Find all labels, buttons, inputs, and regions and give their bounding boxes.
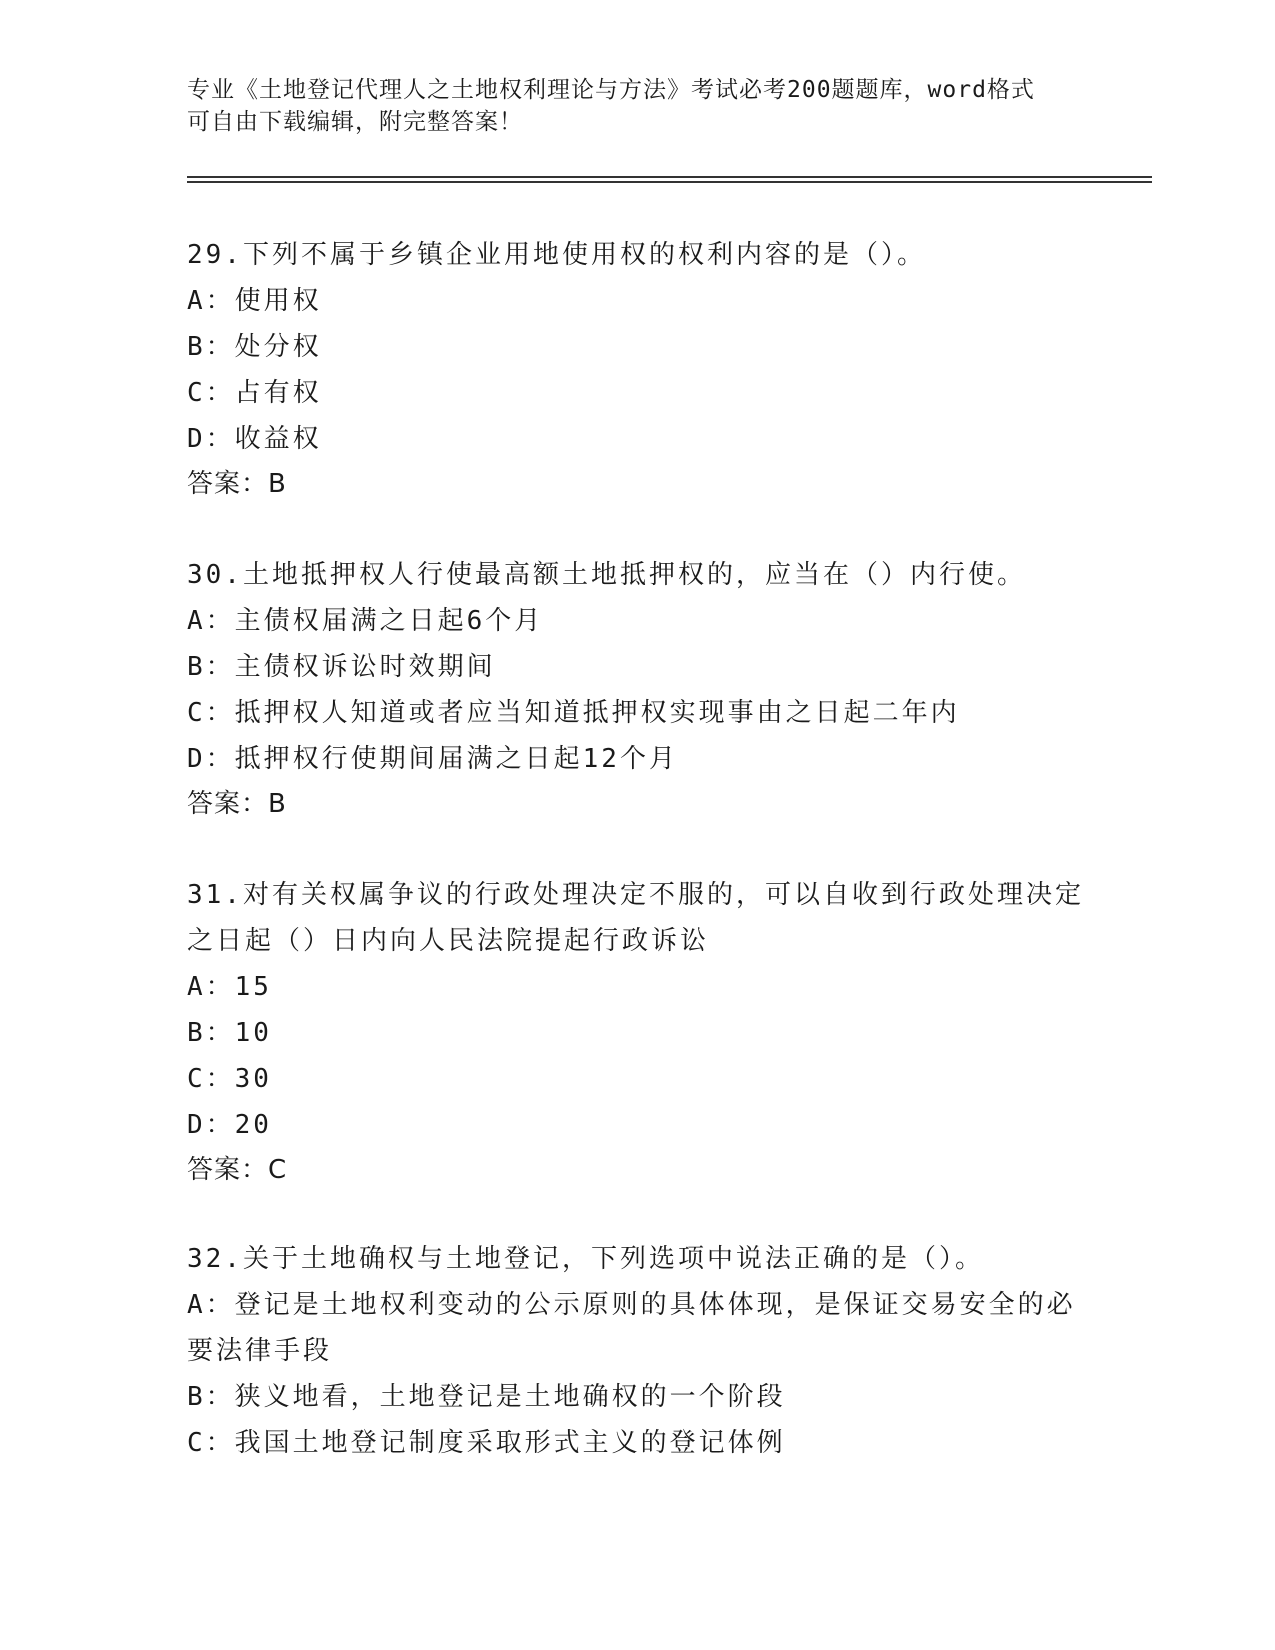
option-d: D：抵押权行使期间届满之日起12个月 xyxy=(187,744,678,774)
question-text-line-2: 之日起（）日内向人民法院提起行政诉讼 xyxy=(187,926,710,956)
option-b: B：处分权 xyxy=(187,332,322,362)
question-text: 29.下列不属于乡镇企业用地使用权的权利内容的是（）。 xyxy=(187,240,926,270)
header-line-2: 可自由下载编辑，附完整答案！ xyxy=(187,109,523,135)
answer-text: 答案：C xyxy=(187,1155,288,1185)
option-a: A：15 xyxy=(187,972,272,1002)
option-b: B：狭义地看，土地登记是土地确权的一个阶段 xyxy=(187,1382,786,1412)
question-31 xyxy=(187,872,1087,1192)
option-a-line-1: A：登记是土地权利变动的公示原则的具体体现，是保证交易安全的必 xyxy=(187,1290,1076,1320)
option-b: B：主债权诉讼时效期间 xyxy=(187,652,496,682)
option-d: D：20 xyxy=(187,1110,272,1140)
header-divider-top xyxy=(187,176,1152,178)
header-line-1: 专业《土地登记代理人之土地权利理论与方法》考试必考200题题库，word格式 xyxy=(187,77,1035,103)
option-a: A：主债权届满之日起6个月 xyxy=(187,606,544,636)
option-a-line-2: 要法律手段 xyxy=(187,1336,333,1366)
option-d: D：收益权 xyxy=(187,424,322,454)
document-header xyxy=(187,74,1087,138)
option-a: A：使用权 xyxy=(187,286,322,316)
question-30 xyxy=(187,552,1087,826)
option-c: C：30 xyxy=(187,1064,272,1094)
question-text-line-1: 31.对有关权属争议的行政处理决定不服的，可以自收到行政处理决定 xyxy=(187,880,1084,910)
header-divider-bottom xyxy=(187,181,1152,183)
question-text: 30.土地抵押权人行使最高额土地抵押权的，应当在（）内行使。 xyxy=(187,560,1026,590)
option-b: B：10 xyxy=(187,1018,272,1048)
option-c: C：我国土地登记制度采取形式主义的登记体例 xyxy=(187,1428,786,1458)
question-text: 32.关于土地确权与土地登记，下列选项中说法正确的是（）。 xyxy=(187,1244,984,1274)
answer-text: 答案：B xyxy=(187,469,287,499)
option-c: C：占有权 xyxy=(187,378,322,408)
question-32 xyxy=(187,1236,1087,1466)
question-29 xyxy=(187,232,1087,506)
option-c: C：抵押权人知道或者应当知道抵押权实现事由之日起二年内 xyxy=(187,698,960,728)
answer-text: 答案：B xyxy=(187,789,287,819)
